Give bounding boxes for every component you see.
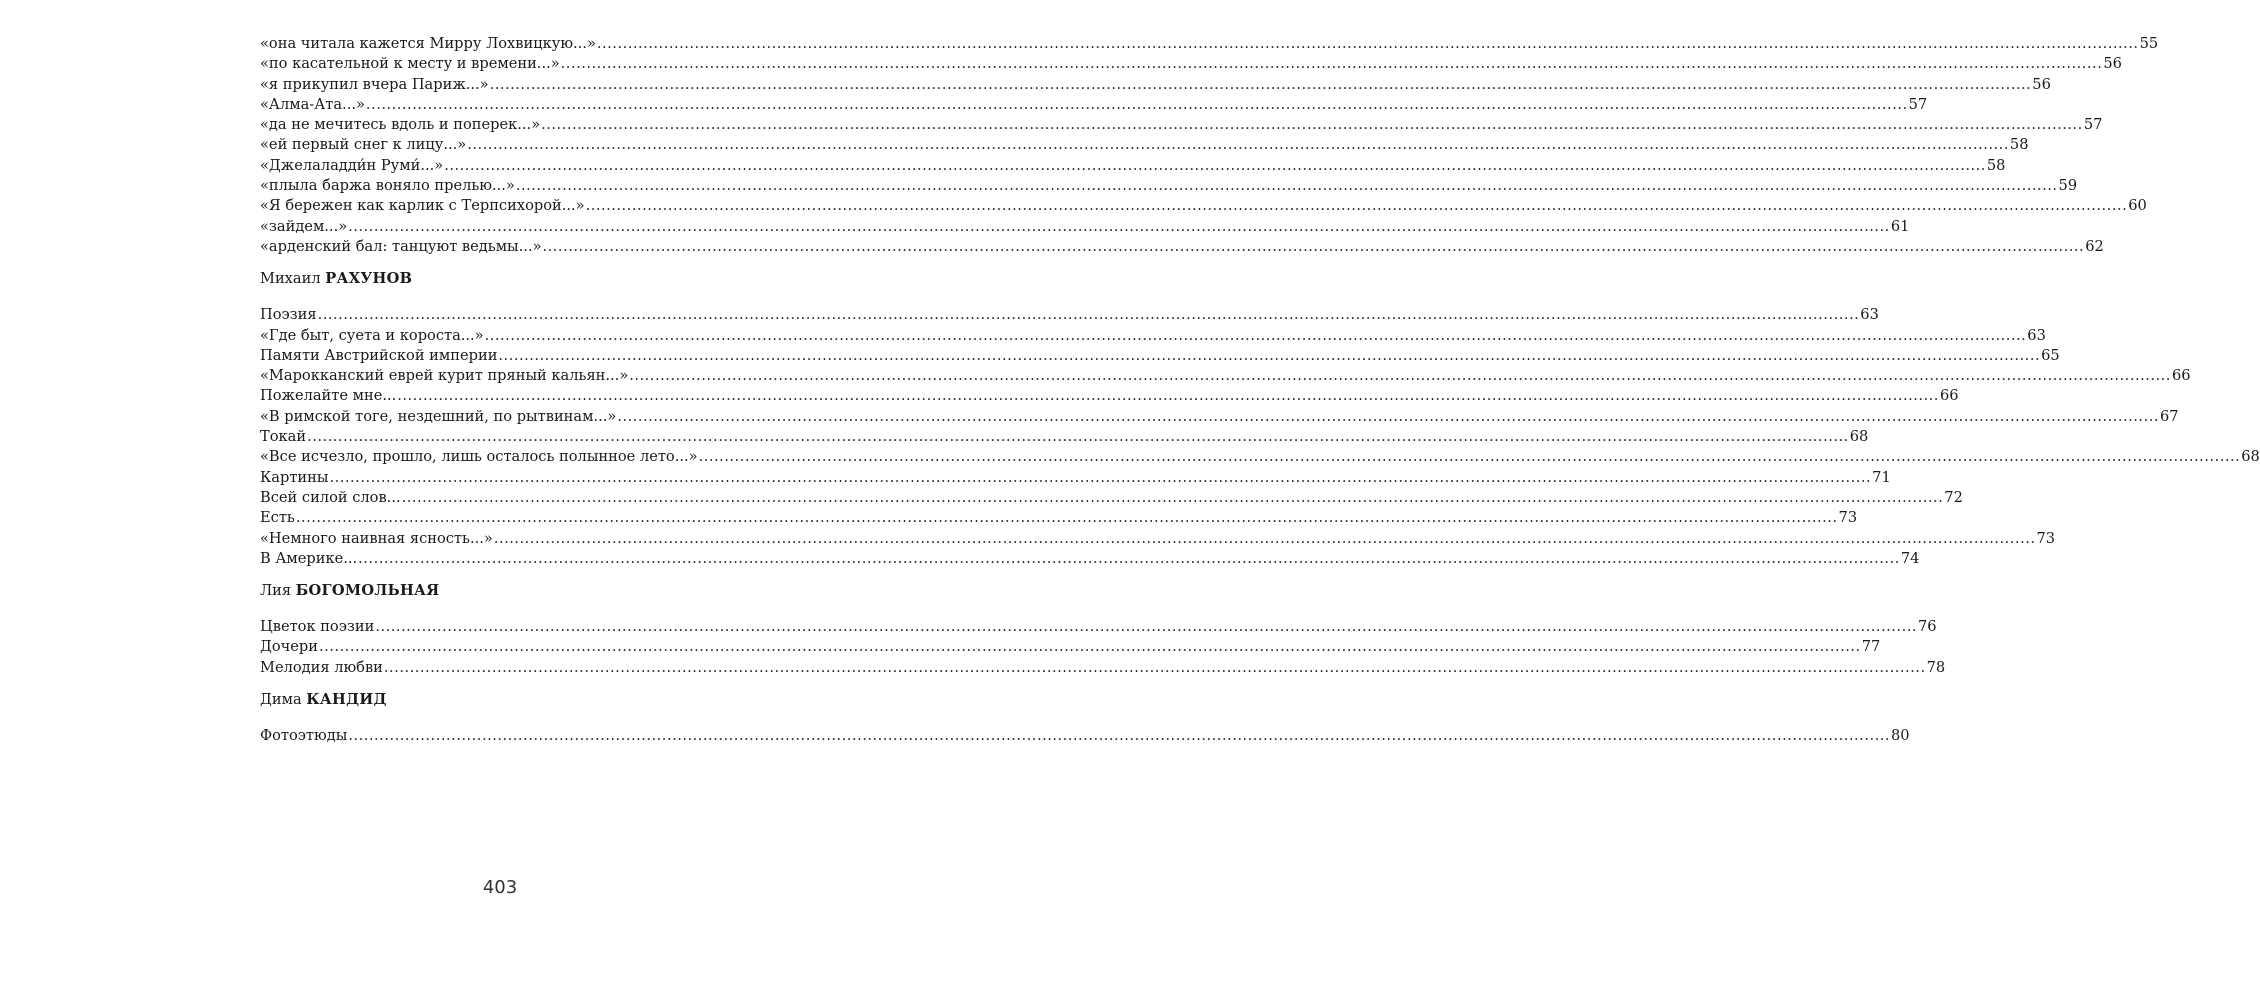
toc-entry bbox=[260, 34, 2159, 54]
dot-leader: ............................................................................................................................................................................................................................................................................................................ bbox=[489, 75, 2032, 93]
toc-entry-title: «Марокканский еврей курит пряный кальян...» bbox=[260, 367, 629, 385]
section-spacer bbox=[260, 678, 752, 690]
dot-leader: ............................................................................................................................................................................................................................................................................................................ bbox=[358, 549, 1900, 567]
toc-entry-title: В Америке... bbox=[260, 549, 358, 567]
toc-entry bbox=[260, 75, 2051, 95]
toc-entry bbox=[260, 508, 1858, 528]
toc-entry-title: «Где быт, суета и короста...» bbox=[260, 326, 484, 344]
toc-entry-page: 73 bbox=[1838, 509, 1858, 527]
toc-entry bbox=[260, 726, 1910, 746]
dot-leader: ............................................................................................................................................................................................................................................................................................................ bbox=[319, 638, 1861, 656]
toc-entry bbox=[260, 54, 2122, 74]
toc-entry-page: 73 bbox=[2036, 529, 2056, 547]
toc-entry bbox=[260, 95, 1928, 115]
toc-entry-title: Есть bbox=[260, 509, 295, 527]
author-surname: БОГОМОЛЬНАЯ bbox=[295, 582, 440, 600]
toc-entry-title: Мелодия любви bbox=[260, 658, 383, 676]
section-spacer bbox=[260, 257, 752, 269]
author-first-name: Михаил bbox=[260, 270, 321, 288]
toc-entry bbox=[260, 447, 2260, 467]
section-spacer bbox=[260, 601, 752, 617]
dot-leader: ............................................................................................................................................................................................................................................................................................................ bbox=[617, 407, 2159, 425]
toc-entry-page: 68 bbox=[1849, 428, 1869, 446]
author-heading bbox=[260, 581, 752, 601]
author-surname: РАХУНОВ bbox=[325, 270, 413, 288]
toc-entry-title: Пожелайте мне... bbox=[260, 387, 397, 405]
dot-leader: ............................................................................................................................................................................................................................................................................................................ bbox=[585, 197, 2128, 215]
dot-leader: ............................................................................................................................................................................................................................................................................................................ bbox=[444, 156, 1986, 174]
dot-leader: ............................................................................................................................................................................................................................................................................................................ bbox=[541, 116, 2083, 134]
toc-entry-title: «я прикупил вчера Париж...» bbox=[260, 75, 489, 93]
toc-entry-title: Поэзия bbox=[260, 306, 317, 324]
toc-entry-title: «она читала кажется Мирру Лохвицкую...» bbox=[260, 35, 596, 52]
toc-entry bbox=[260, 135, 2029, 155]
toc-entry-title: Токай bbox=[260, 428, 307, 446]
dot-leader: ............................................................................................................................................................................................................................................................................................................ bbox=[329, 468, 1872, 486]
toc-entry-page: 78 bbox=[1926, 658, 1946, 676]
toc-entry bbox=[260, 658, 1946, 678]
dot-leader: ............................................................................................................................................................................................................................................................................................................ bbox=[629, 367, 2171, 385]
dot-leader: ............................................................................................................................................................................................................................................................................................................ bbox=[467, 136, 2009, 154]
section-spacer bbox=[260, 710, 752, 726]
toc-entry bbox=[260, 488, 1963, 508]
section-spacer bbox=[260, 569, 752, 581]
toc-entry-page: 59 bbox=[2058, 177, 2078, 195]
toc-entry bbox=[260, 386, 1959, 406]
toc-entry bbox=[260, 217, 1910, 237]
dot-leader: ............................................................................................................................................................................................................................................................................................................ bbox=[307, 428, 1849, 446]
toc-entry-title: Фотоэтюды bbox=[260, 727, 348, 745]
toc-entry-page: 68 bbox=[2241, 448, 2260, 466]
toc-entry bbox=[260, 346, 2060, 366]
toc-entry-title: Памяти Австрийской империи bbox=[260, 346, 498, 364]
dot-leader: ............................................................................................................................................................................................................................................................................................................ bbox=[484, 326, 2027, 344]
table-of-contents bbox=[260, 34, 2260, 746]
toc-entry-title: «плыла баржа воняло прелью...» bbox=[260, 177, 515, 195]
toc-entry-title: «Я бережен как карлик с Терпсихорой...» bbox=[260, 197, 585, 215]
toc-entry-title: Цветок поэзии bbox=[260, 618, 375, 636]
author-surname: КАНДИД bbox=[306, 691, 387, 709]
toc-entry-title: «арденский бал: танцуют ведьмы...» bbox=[260, 237, 542, 255]
toc-entry-page: 71 bbox=[1872, 468, 1891, 486]
toc-entry-page: 76 bbox=[1918, 618, 1937, 636]
toc-entry-title: «да не мечитесь вдоль и поперек...» bbox=[260, 116, 541, 134]
toc-entry bbox=[260, 237, 2104, 257]
toc-entry-title: Дочери bbox=[260, 638, 319, 656]
toc-entry-page: 61 bbox=[1890, 217, 1910, 235]
toc-entry-title: «ей первый снег к лицу...» bbox=[260, 136, 467, 154]
toc-entry bbox=[260, 637, 1881, 657]
toc-entry-page: 65 bbox=[2041, 346, 2060, 364]
toc-entry-title: «зайдем...» bbox=[260, 217, 348, 235]
dot-leader: ............................................................................................................................................................................................................................................................................................................ bbox=[375, 618, 1917, 636]
author-heading bbox=[260, 269, 752, 289]
toc-entry-title: «Все исчезло, прошло, лишь осталось полынное лето...» bbox=[260, 448, 698, 466]
dot-leader: ............................................................................................................................................................................................................................................................................................................ bbox=[596, 35, 2139, 52]
toc-entry bbox=[260, 196, 2147, 216]
toc-entry bbox=[260, 529, 2056, 549]
toc-entry bbox=[260, 549, 1920, 569]
toc-entry-page: 63 bbox=[1860, 306, 1879, 324]
toc-entry-page: 57 bbox=[1908, 95, 1928, 113]
toc-entry bbox=[260, 305, 1879, 325]
toc-entry-title: «Джелаладди́н Руми́...» bbox=[260, 156, 444, 174]
page-number: 403 bbox=[482, 877, 518, 898]
section-spacer bbox=[260, 289, 752, 305]
toc-entry bbox=[260, 156, 2006, 176]
dot-leader: ............................................................................................................................................................................................................................................................................................................ bbox=[295, 509, 1838, 527]
dot-leader: ............................................................................................................................................................................................................................................................................................................ bbox=[515, 177, 2058, 195]
toc-entry-page: 63 bbox=[2027, 326, 2046, 344]
toc-entry-page: 66 bbox=[1939, 387, 1959, 405]
toc-entry bbox=[260, 617, 1937, 637]
toc-entry-page: 77 bbox=[1861, 638, 1881, 656]
dot-leader: ............................................................................................................................................................................................................................................................................................................ bbox=[397, 387, 1939, 405]
dot-leader: ............................................................................................................................................................................................................................................................................................................ bbox=[498, 346, 2041, 364]
dot-leader: ............................................................................................................................................................................................................................................................................................................ bbox=[542, 237, 2085, 255]
toc-entry bbox=[260, 468, 1891, 488]
dot-leader: ............................................................................................................................................................................................................................................................................................................ bbox=[401, 488, 1944, 506]
toc-entry-page: 57 bbox=[2083, 116, 2103, 134]
author-first-name: Дима bbox=[260, 691, 302, 709]
dot-leader: ............................................................................................................................................................................................................................................................................................................ bbox=[560, 55, 2103, 73]
toc-entry-page: 58 bbox=[1986, 156, 2006, 174]
dot-leader: ............................................................................................................................................................................................................................................................................................................ bbox=[365, 95, 1908, 113]
toc-entry-page: 58 bbox=[2009, 136, 2029, 154]
author-first-name: Лия bbox=[260, 582, 292, 600]
toc-entry bbox=[260, 366, 2191, 386]
toc-entry-page: 67 bbox=[2160, 407, 2179, 425]
toc-entry bbox=[260, 427, 1869, 447]
toc-entry bbox=[260, 115, 2103, 135]
toc-entry bbox=[260, 326, 2046, 346]
toc-entry-page: 74 bbox=[1900, 549, 1920, 567]
dot-leader: ............................................................................................................................................................................................................................................................................................................ bbox=[317, 306, 1860, 324]
toc-entry bbox=[260, 407, 2179, 427]
toc-entry-title: Всей силой слов... bbox=[260, 488, 401, 506]
author-heading bbox=[260, 690, 752, 710]
toc-entry-page: 56 bbox=[2103, 55, 2122, 73]
toc-entry-page: 60 bbox=[2128, 197, 2147, 215]
dot-leader: ............................................................................................................................................................................................................................................................................................................ bbox=[698, 448, 2241, 466]
toc-entry bbox=[260, 176, 2078, 196]
toc-entry-page: 80 bbox=[1891, 727, 1910, 745]
toc-entry-title: Картины bbox=[260, 468, 329, 486]
toc-entry-page: 66 bbox=[2171, 367, 2191, 385]
dot-leader: ............................................................................................................................................................................................................................................................................................................ bbox=[493, 529, 2036, 547]
dot-leader: ............................................................................................................................................................................................................................................................................................................ bbox=[348, 727, 1891, 745]
toc-entry-title: «по касательной к месту и времени...» bbox=[260, 55, 560, 73]
toc-entry-title: «Немного наивная ясность...» bbox=[260, 529, 493, 547]
toc-entry-page: 72 bbox=[1944, 488, 1963, 506]
toc-entry-title: «Алма-Ата...» bbox=[260, 95, 365, 113]
toc-entry-page: 62 bbox=[2085, 237, 2104, 255]
toc-entry-page: 56 bbox=[2032, 75, 2051, 93]
dot-leader: ............................................................................................................................................................................................................................................................................................................ bbox=[348, 217, 1890, 235]
toc-entry-page: 55 bbox=[2139, 35, 2159, 52]
toc-entry-title: «В римской тоге, нездешний, по рытвинам...» bbox=[260, 407, 617, 425]
dot-leader: ............................................................................................................................................................................................................................................................................................................ bbox=[383, 658, 1926, 676]
